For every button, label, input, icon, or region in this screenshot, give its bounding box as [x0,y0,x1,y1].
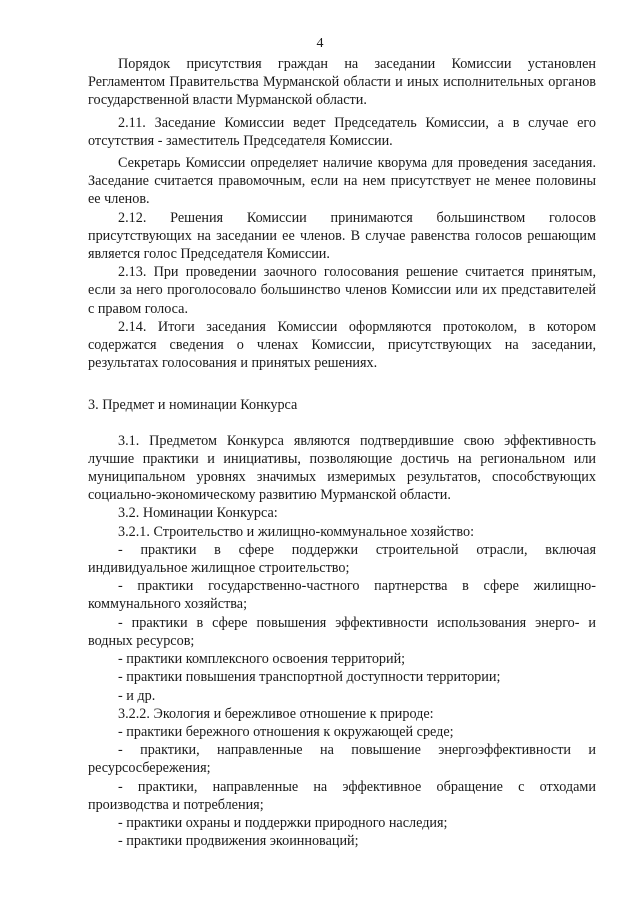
list-item: - и др. [118,687,156,704]
paragraph-2-12: 2.12. Решения Комиссии принимаются большинством голосов присутствующих на заседании ее членов. В случае равенства голосов решающим является голос Председателя Комиссии. [88,209,596,263]
paragraph-3-1: 3.1. Предметом Конкурса являются подтвердившие свою эффективность лучшие практики и инициативы, позволяющие достичь на региональном или муниципальном уровнях значимых измеримых результатов, способствующих социально-экономическому развитию Мурманской области. [88,432,596,504]
list-item: - практики государственно-частного партнерства в сфере жилищно-коммунального хозяйства; [88,578,596,613]
document-body [88,55,596,850]
list-item: - практики комплексного освоения территорий; [118,651,406,668]
list-item: - практики в сфере повышения эффективности использования энерго- и водных ресурсов; [88,614,596,649]
list-item: - практики продвижения экоинноваций; [118,833,359,850]
list-item: - практики в сфере поддержки строительной отрасли, включая индивидуальное жилищное строительство; [88,541,596,577]
paragraph-3-2-1: 3.2.1. Строительство и жилищно-коммунальное хозяйство: [118,523,475,540]
paragraph-attendance-order: Порядок присутствия граждан на заседании Комиссии установлен Регламентом Правительства Мурманской области и иных исполнительных органов государственной власти Мурманской области. [88,56,596,109]
paragraph-2-13: 2.13. При проведении заочного голосования решение считается принятым, если за него проголосовало большинство членов Комиссии или их представителей с правом голоса. [88,264,596,317]
paragraph-3-2: 3.2. Номинации Конкурса: [118,505,278,522]
paragraph-3-2-2: 3.2.2. Экология и бережливое отношение к природе: [118,705,434,722]
paragraph-2-11: 2.11. Заседание Комиссии ведет Председатель Комиссии, а в случае его отсутствия - заместитель Председателя Комиссии. [88,114,596,149]
page-number: 4 [316,36,324,51]
paragraph-2-14: 2.14. Итоги заседания Комиссии оформляются протоколом, в котором содержатся сведения о членах Комиссии, присутствующих на заседании, результатах голосования и принятых решениях. [88,318,596,372]
section-title-3: 3. Предмет и номинации Конкурса [88,397,298,414]
list-item: - практики, направленные на эффективное обращение с отходами производства и потребления; [88,778,596,813]
paragraph-secretary-quorum: Секретарь Комиссии определяет наличие кворума для проведения заседания. Заседание считается правомочным, если на нем присутствует не менее половины ее членов. [88,155,596,208]
list-item: - практики бережного отношения к окружающей среде; [118,723,454,740]
list-item: - практики охраны и поддержки природного наследия; [118,814,448,831]
list-item: - практики, направленные на повышение энергоэффективности и ресурсосбережения; [88,742,596,777]
list-item: - практики повышения транспортной доступности территории; [118,669,501,686]
